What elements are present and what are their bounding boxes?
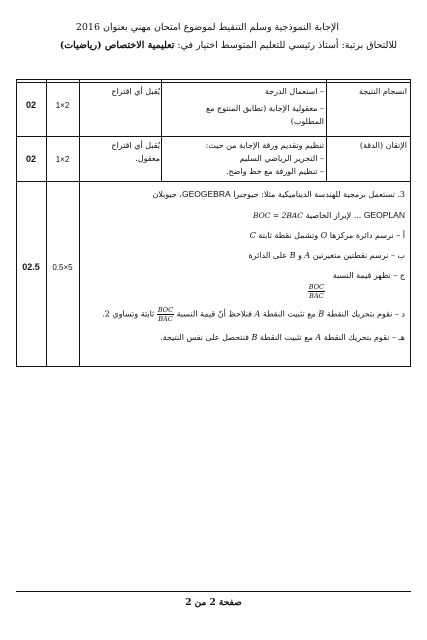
row2-multiplier: 1×2 xyxy=(55,155,70,164)
row2-note-line: معقول. xyxy=(135,154,160,163)
header-title-line1: الإجابة النموذجية وسلم التنقيط لموضوع امتحان مهني بعنوان 2016 xyxy=(75,22,339,33)
step-d: د – نقوم بتحريك النقطة B مع تثبيت النقطة A فنلاحظ أنّ قيمة النسبة $\frac{\text{BOC}}{\text{BAC}}$ ثابتة وتساوي 2. xyxy=(102,306,405,323)
row1-score: 02 xyxy=(25,100,36,110)
header-line2-prefix: للالتحاق برتبة: أستاذ رئيسي للتعليم المتوسط اختيار في: xyxy=(177,40,397,51)
geogebra-label: GEOGEBRA xyxy=(181,189,231,199)
property-formula: BOC = 2BAC xyxy=(253,211,304,220)
row1-indicators xyxy=(164,85,324,128)
header-line2-subject: تعليمية الاختصاص (رياضيات) xyxy=(59,40,175,51)
row2-indicator: تنظيم وتقديم ورقة الإجابة من حيث: xyxy=(205,141,324,150)
table-top-border-double xyxy=(16,82,410,83)
item3-line1: 3. تستعمل برمجية للهندسة الديناميكية مثلا: جيوجبرا GEOGEBRA، جيوبلان xyxy=(152,189,405,199)
row1-note: يُقبل أي اقتراح xyxy=(111,87,160,96)
row2-indicators xyxy=(164,139,324,178)
row2-indicator: – التحرير الرياضي السليم xyxy=(239,154,324,163)
table-bottom-border xyxy=(16,366,410,367)
step-b: ب – نرسم نقطتين متغيرتين A و B على الدائرة xyxy=(248,251,405,260)
step-c: ج – نظهر قيمة النسبة xyxy=(332,271,405,280)
row2-note-line: يُقبل أي اقتراح xyxy=(111,141,160,150)
row3-content xyxy=(100,187,405,345)
ratio-fraction: $\frac{\text{BOC}}{\text{BAC}}$ xyxy=(157,306,174,323)
row2-indicator: – تنظيم الورقة مع خط واضح. xyxy=(225,167,324,176)
column-divider xyxy=(46,79,47,367)
row-divider xyxy=(16,181,410,182)
table-right-border xyxy=(410,79,411,367)
table-top-border xyxy=(16,79,410,80)
row2-note xyxy=(82,139,160,165)
column-divider xyxy=(161,79,162,182)
step-e: هـ – نقوم بتحريك النقطة A مع تثبيت النقطة B فنتحصل على نفس النتيجة. xyxy=(160,333,405,342)
geoplan-label: GEOPLAN xyxy=(363,210,405,220)
row3-score: 02.5 xyxy=(22,262,40,272)
row1-indicator: – معقولية الإجابة (تطابق المنتوج مع xyxy=(205,104,324,113)
row1-indicator: المطلوب) xyxy=(290,117,324,126)
row2-criterion: الإتقان (الدقة) xyxy=(359,141,407,150)
row3-multiplier: 0.5×5 xyxy=(52,263,73,272)
column-divider xyxy=(79,79,80,367)
table-left-border xyxy=(16,79,17,367)
header-title-line2 xyxy=(60,40,397,52)
row-divider xyxy=(16,136,410,137)
row1-multiplier: 1×2 xyxy=(55,101,70,110)
step-c-fraction-line xyxy=(100,283,405,300)
row1-criterion: انسجام النتيجة xyxy=(358,87,407,96)
step-a: أ – نرسم دائرة مركزها O وتشمل نقطة ثابتة C xyxy=(249,231,405,240)
row2-score: 02 xyxy=(25,154,36,164)
ratio-fraction: $\frac{\text{BOC}}{\text{BAC}}$ xyxy=(308,283,324,300)
item3-line2: GEOPLAN ... لإبراز الخاصية BOC = 2BAC xyxy=(253,210,405,220)
page-number: صفحة 2 من 2 xyxy=(185,598,242,608)
footer-divider xyxy=(16,591,411,592)
row1-indicator: – استعمال الدرجة xyxy=(264,87,324,96)
